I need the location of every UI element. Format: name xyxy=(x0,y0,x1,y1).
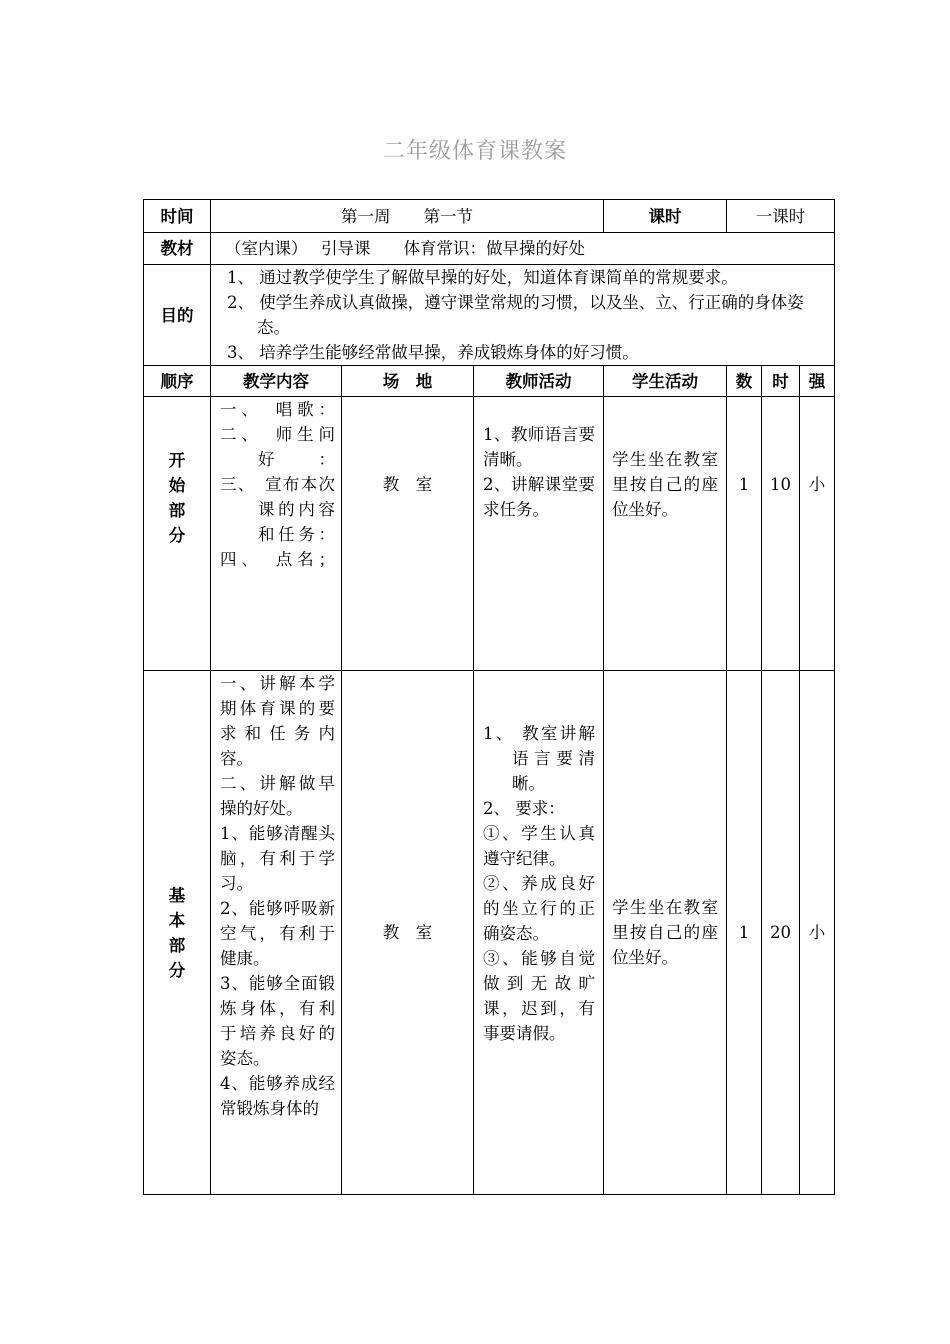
period-label: 课时 xyxy=(604,200,727,233)
goal-item: 2、 使学生养成认真做操，遵守课堂常规的习惯，以及坐、立、行正确的身体姿态。 xyxy=(227,293,804,337)
header-time: 时 xyxy=(762,366,800,397)
teacher-item: 1、教师语言要清晰。 xyxy=(483,425,596,469)
content-item: 三、 宣布本次课的内容和任务： xyxy=(220,475,335,544)
teacher-item: ②、养成良好的坐立行的正确姿态。 xyxy=(483,874,596,943)
content-item: 4、能够养成经常锻炼身体的 xyxy=(220,1074,335,1118)
basic-teacher xyxy=(474,671,604,1195)
goal-list xyxy=(211,265,835,366)
start-teacher xyxy=(474,397,604,671)
time-value: 第一周 第一节 xyxy=(211,200,604,233)
start-order xyxy=(144,397,211,671)
basic-student: 学生坐在教室里按自己的座位坐好。 xyxy=(604,671,727,1195)
teacher-item: 2、 要求： xyxy=(483,799,565,818)
header-student: 学生活动 xyxy=(604,366,727,397)
order-char: 本 xyxy=(168,910,186,930)
order-char: 分 xyxy=(168,525,186,545)
order-char: 分 xyxy=(168,960,186,980)
lesson-plan-table xyxy=(143,199,835,1195)
basic-time: 20 xyxy=(762,671,800,1195)
goal-item: 3、 培养学生能够经常做早操，养成锻炼身体的好习惯。 xyxy=(227,343,639,362)
goal-row xyxy=(144,265,835,366)
teacher-item: 2、讲解课堂要求任务。 xyxy=(483,475,596,519)
content-item: 3、能够全面锻炼身体，有利于培养良好的姿态。 xyxy=(220,974,335,1068)
order-char: 开 xyxy=(168,450,186,470)
teacher-item: 1、 教室讲解语言要清晰。 xyxy=(483,724,596,793)
material-value: （室内课） 引导课 体育常识：做早操的好处 xyxy=(211,233,835,265)
header-content: 教学内容 xyxy=(211,366,342,397)
basic-count: 1 xyxy=(727,671,762,1195)
section-basic-row xyxy=(144,671,835,1195)
order-char: 始 xyxy=(168,475,186,495)
start-place: 教 室 xyxy=(342,397,474,671)
basic-place: 教 室 xyxy=(342,671,474,1195)
material-label: 教材 xyxy=(144,233,211,265)
page-title: 二年级体育课教案 xyxy=(382,139,567,164)
time-label: 时间 xyxy=(144,200,211,233)
order-char: 基 xyxy=(168,885,186,905)
goal-label: 目的 xyxy=(144,265,211,366)
header-place: 场 地 xyxy=(342,366,474,397)
order-char: 部 xyxy=(168,500,186,520)
content-item: 2、能够呼吸新空气，有利于健康。 xyxy=(220,899,335,968)
teacher-item: ③、能够自觉做到无故旷课，迟到，有事要请假。 xyxy=(483,949,596,1043)
header-intensity: 强 xyxy=(800,366,835,397)
header-order: 顺序 xyxy=(144,366,211,397)
header-row xyxy=(144,366,835,397)
order-char: 部 xyxy=(168,935,186,955)
content-item: 二、 师生问好： xyxy=(220,425,335,469)
content-item: 1、能够清醒头脑，有利于学习。 xyxy=(220,824,335,893)
time-row xyxy=(144,200,835,233)
content-item: 一、讲解本学期体育课的要求和任务内容。 xyxy=(220,674,335,768)
start-student: 学生坐在教室里按自己的座位坐好。 xyxy=(604,397,727,671)
content-item: 二、讲解做早操的好处。 xyxy=(220,774,335,818)
content-item: 四、 点名； xyxy=(220,550,335,569)
basic-intensity: 小 xyxy=(800,671,835,1195)
material-row xyxy=(144,233,835,265)
content-item: 一、 唱歌： xyxy=(220,400,335,419)
period-value: 一课时 xyxy=(727,200,835,233)
basic-content xyxy=(211,671,342,1195)
start-content xyxy=(211,397,342,671)
section-start-row xyxy=(144,397,835,671)
goal-item: 1、 通过教学使学生了解做早操的好处，知道体育课简单的常规要求。 xyxy=(227,268,738,287)
start-intensity: 小 xyxy=(800,397,835,671)
header-teacher: 教师活动 xyxy=(474,366,604,397)
start-time: 10 xyxy=(762,397,800,671)
start-count: 1 xyxy=(727,397,762,671)
teacher-item: ①、学生认真遵守纪律。 xyxy=(483,824,596,868)
header-count: 数 xyxy=(727,366,762,397)
basic-order xyxy=(144,671,211,1195)
